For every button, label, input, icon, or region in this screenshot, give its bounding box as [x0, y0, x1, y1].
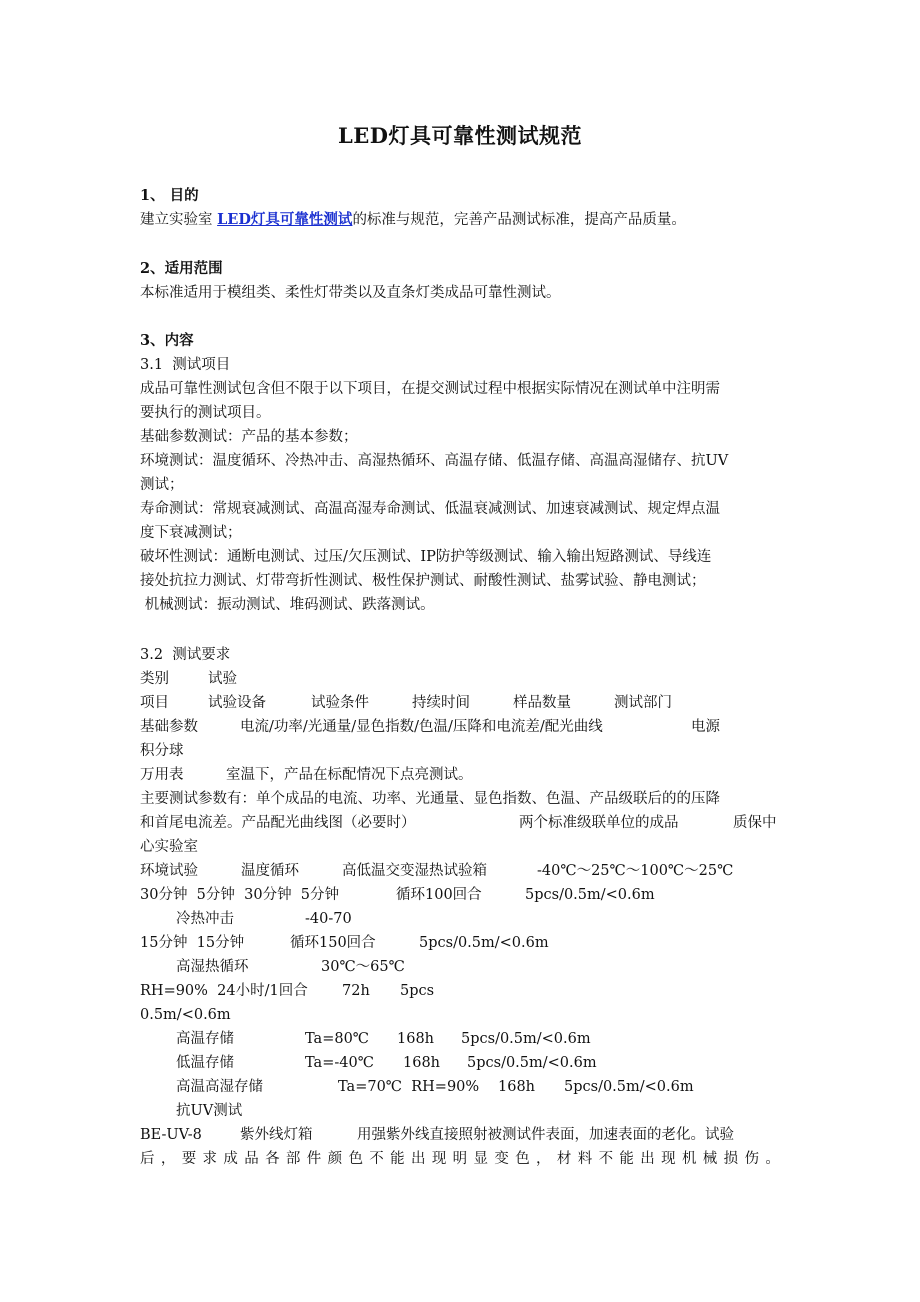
uv-result-char: 品 — [244, 1151, 259, 1167]
cell: 5pcs/0.5m/<0.6m — [461, 1031, 591, 1047]
cell: 电流/功率/光通量/显色指数/色温/压降和电流差/配光曲线 — [240, 719, 603, 735]
cell: 高温存储 — [176, 1031, 234, 1047]
section-1-text-pre: 建立实验室 — [140, 212, 218, 228]
cell: 抗UV测试 — [176, 1103, 243, 1119]
cell: 基础参数 — [140, 719, 198, 735]
table-header-item: 项目 — [140, 695, 169, 711]
cell: Ta=70℃ RH=90% — [338, 1079, 480, 1095]
uv-result-char: 变 — [494, 1151, 509, 1167]
paragraph-line: 要执行的测试项目。 — [140, 405, 271, 421]
uv-result-char: 出 — [640, 1151, 655, 1167]
section-1-text — [140, 210, 686, 230]
env-test-line: 测试； — [140, 477, 184, 493]
cell: 主要测试参数有：单个成品的电流、功率、光通量、显色指数、色温、产品级联后的的压降 — [140, 791, 720, 807]
cell: 168h — [498, 1079, 536, 1095]
uv-result-char: 损 — [723, 1151, 739, 1167]
uv-result-char: ， — [536, 1151, 551, 1167]
uv-result-char: 明 — [452, 1151, 468, 1167]
cell: 0.5m/<0.6m — [140, 1007, 231, 1023]
cell: 万用表 — [140, 767, 184, 783]
table-header-duration: 持续时间 — [412, 695, 470, 711]
cell: 5pcs/0.5m/<0.6m — [419, 935, 549, 951]
cell: 30分钟 5分钟 30分钟 5分钟 — [140, 887, 340, 903]
led-test-link[interactable]: LED灯具可靠性测试 — [217, 211, 353, 228]
cell: 紫外线灯箱 — [240, 1127, 313, 1143]
cell: 循环150回合 — [290, 935, 376, 951]
cell: 积分球 — [140, 743, 184, 759]
uv-result-char: 。 — [765, 1151, 780, 1167]
cell: 72h — [342, 983, 370, 999]
cell: Ta=-40℃ — [305, 1055, 374, 1071]
cell: -40-70 — [305, 911, 352, 927]
uv-result-char: 能 — [619, 1151, 634, 1167]
section-3-1-heading: 3.1 测试项目 — [140, 357, 231, 373]
uv-result-char: 色 — [515, 1151, 530, 1167]
uv-result-char: 各 — [265, 1151, 280, 1167]
cell: 室温下，产品在标配情况下点亮测试。 — [226, 767, 473, 783]
uv-result-char: 出 — [410, 1151, 426, 1167]
basic-test-line: 基础参数测试：产品的基本参数； — [140, 429, 358, 445]
table-header-condition: 试验条件 — [311, 695, 369, 711]
cell: 类别 — [140, 671, 169, 687]
uv-result-char: 能 — [390, 1151, 405, 1167]
uv-result-char: 求 — [202, 1151, 218, 1167]
table-header-sample: 样品数量 — [513, 695, 571, 711]
uv-result-char: 色 — [348, 1151, 363, 1167]
cell: 168h — [403, 1055, 441, 1071]
cell: 高湿热循环 — [176, 959, 249, 975]
cell: 高低温交变湿热试验箱 — [342, 863, 487, 879]
cell: 15分钟 15分钟 — [140, 935, 245, 951]
cell: BE-UV-8 — [140, 1127, 202, 1143]
cell: 30℃～65℃ — [321, 959, 405, 975]
cell: Ta=80℃ — [305, 1031, 370, 1047]
uv-result-char: 材 — [556, 1151, 572, 1167]
cell: 心实验室 — [140, 839, 198, 855]
uv-result-line — [140, 1149, 780, 1169]
env-test-line: 环境测试：温度循环、冷热冲击、高湿热循环、高温存储、低温存储、高温高湿储存、抗UV — [140, 453, 729, 469]
paragraph-line: 成品可靠性测试包含但不限于以下项目，在提交测试过程中根据实际情况在测试单中注明需 — [140, 381, 720, 397]
mechanical-test-line: 机械测试：振动测试、堆码测试、跌落测试。 — [140, 597, 435, 613]
cell: 低温存储 — [176, 1055, 234, 1071]
uv-result-char: 颜 — [327, 1151, 343, 1167]
destructive-test-line: 破坏性测试：通断电测试、过压/欠压测试、IP防护等级测试、输入输出短路测试、导线连 — [140, 549, 712, 565]
cell: 5pcs/0.5m/<0.6m — [564, 1079, 694, 1095]
cell: 两个标准级联单位的成品 — [519, 815, 679, 831]
cell: RH=90% 24小时/1回合 — [140, 983, 308, 999]
cell: 循环100回合 — [396, 887, 482, 903]
cell: 168h — [397, 1031, 435, 1047]
section-1-heading: 1、 目的 — [140, 187, 199, 204]
section-1-text-post: 的标准与规范，完善产品测试标准，提高产品质量。 — [352, 212, 686, 228]
table-row — [140, 669, 169, 689]
cell: 电源 — [691, 719, 720, 735]
uv-result-char: 部 — [285, 1151, 301, 1167]
cell: 高温高湿存储 — [176, 1079, 263, 1095]
uv-result-char: 机 — [681, 1151, 697, 1167]
uv-result-char: 现 — [431, 1151, 447, 1167]
cell: 质保中 — [733, 815, 777, 831]
uv-result-char: 成 — [223, 1151, 238, 1167]
section-2-heading: 2、适用范围 — [140, 260, 223, 277]
destructive-test-line: 接处抗拉力测试、灯带弯折性测试、极性保护测试、耐酸性测试、盐雾试验、静电测试； — [140, 573, 706, 589]
life-test-line: 寿命测试：常规衰减测试、高温高湿寿命测试、低温衰减测试、加速衰减测试、规定焊点温 — [140, 501, 720, 517]
table-header-dept: 测试部门 — [614, 695, 672, 711]
uv-result-char: 不 — [598, 1151, 614, 1167]
uv-result-char: 伤 — [744, 1151, 759, 1167]
table-header-equipment: 试验设备 — [208, 695, 266, 711]
cell: 温度循环 — [241, 863, 299, 879]
cell: 5pcs/0.5m/<0.6m — [467, 1055, 597, 1071]
cell: 5pcs — [400, 983, 435, 999]
uv-result-char: 械 — [702, 1151, 718, 1167]
uv-result-char: 要 — [181, 1151, 197, 1167]
uv-result-char: 不 — [369, 1151, 384, 1167]
cell: 冷热冲击 — [176, 911, 234, 927]
cell: -40℃～25℃～100℃～25℃ — [537, 863, 734, 879]
section-3-heading: 3、内容 — [140, 332, 194, 349]
cell: 和首尾电流差。产品配光曲线图（必要时） — [140, 815, 416, 831]
life-test-line: 度下衰减测试； — [140, 525, 242, 541]
uv-result-char: 显 — [473, 1151, 488, 1167]
cell: 用强紫外线直接照射被测试件表面，加速表面的老化。试验 — [357, 1127, 734, 1143]
section-3-2-heading: 3.2 测试要求 — [140, 647, 231, 663]
section-2-text: 本标准适用于模组类、柔性灯带类以及直条灯类成品可靠性测试。 — [140, 285, 561, 301]
page-title: LED灯具可靠性测试规范 — [338, 123, 582, 148]
uv-result-char: 现 — [661, 1151, 676, 1167]
uv-result-char: ， — [160, 1151, 176, 1167]
cell: 环境试验 — [140, 863, 198, 879]
uv-result-char: 件 — [306, 1151, 322, 1167]
cell: 试验 — [208, 671, 237, 687]
cell: 5pcs/0.5m/<0.6m — [525, 887, 655, 903]
uv-result-char: 后 — [140, 1151, 155, 1167]
uv-result-char: 料 — [577, 1151, 593, 1167]
